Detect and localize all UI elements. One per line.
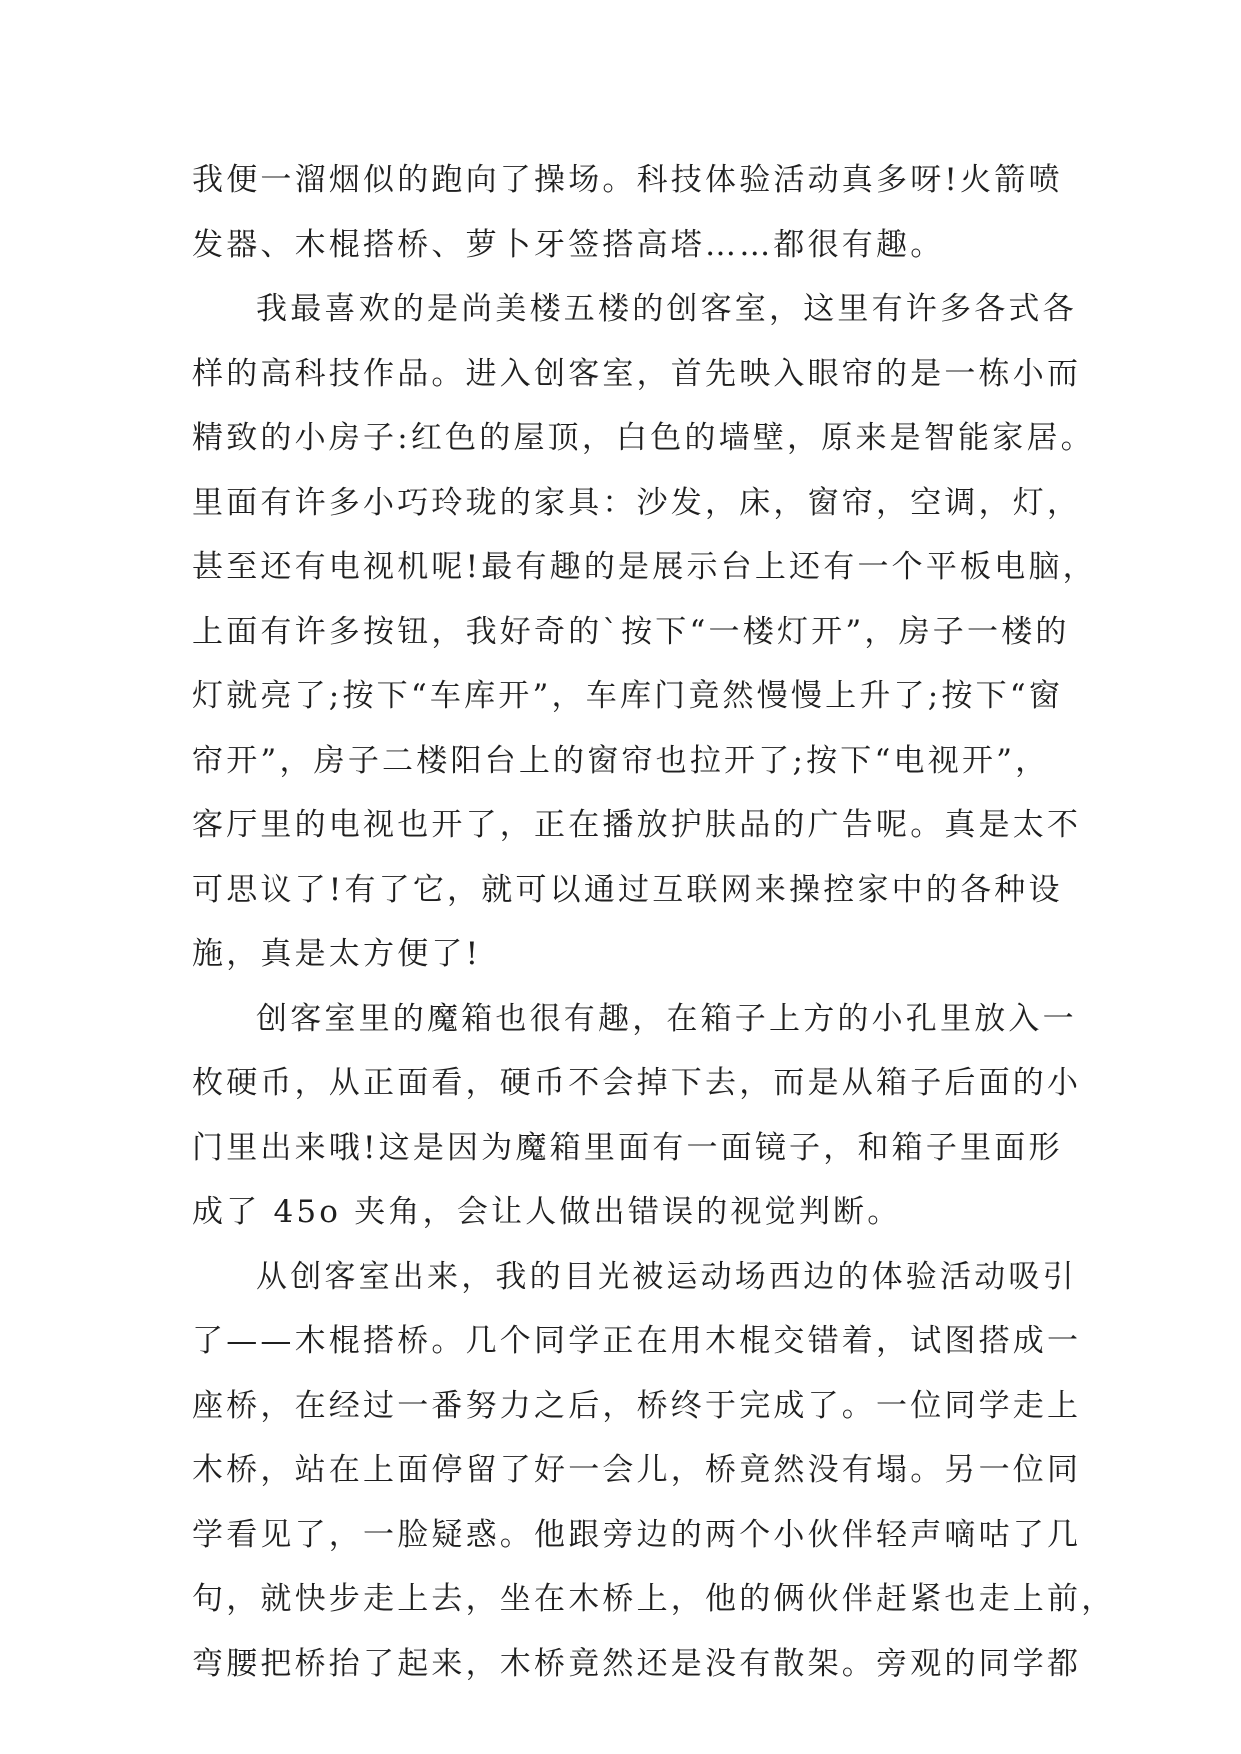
text-line: 甚至还有电视机呢!最有趣的是展示台上还有一个平板电脑， (192, 549, 1097, 585)
text-line: 弯腰把桥抬了起来，木桥竟然还是没有散架。旁观的同学都 (192, 1645, 1082, 1682)
paragraph-start-line: 我最喜欢的是尚美楼五楼的创客室，这里有许多各式各 (256, 291, 1077, 327)
text-line: 上面有许多按钮，我好奇的`按下“一楼灯开”，房子一楼的 (192, 613, 1070, 650)
text-line: 里面有许多小巧玲珑的家具：沙发，床，窗帘，空调，灯， (192, 484, 1082, 521)
text-line: 木桥，站在上面停留了好一会儿，桥竟然没有塌。另一位同 (192, 1452, 1082, 1488)
text-line: 发器、木棍搭桥、萝卜牙签搭高塔……都很有趣。 (192, 226, 945, 263)
text-line: 成了 45o 夹角，会让人做出错误的视觉判断。 (192, 1194, 902, 1230)
text-line: 施，真是太方便了! (192, 936, 482, 972)
text-line: 帘开”，房子二楼阳台上的窗帘也拉开了;按下“电视开”， (192, 742, 1050, 779)
text-line: 可思议了!有了它，就可以通过互联网来操控家中的各种设 (192, 871, 1063, 908)
text-line: 门里出来哦!这是因为魔箱里面有一面镜子，和箱子里面形 (192, 1129, 1063, 1166)
paragraph-start-line: 创客室里的魔箱也很有趣，在箱子上方的小孔里放入一 (256, 1000, 1077, 1037)
text-line: 句，就快步走上去，坐在木桥上，他的俩伙伴赶紧也走上前， (192, 1581, 1116, 1617)
text-line: 枚硬币，从正面看，硬币不会掉下去，而是从箱子后面的小 (192, 1065, 1082, 1101)
text-line: 样的高科技作品。进入创客室，首先映入眼帘的是一栋小而 (192, 355, 1082, 392)
text-line: 学看见了，一脸疑惑。他跟旁边的两个小伙伴轻声嘀咕了几 (192, 1516, 1082, 1553)
text-line: 精致的小房子:红色的屋顶，白色的墙壁，原来是智能家居。 (192, 420, 1095, 456)
text-line: 灯就亮了;按下“车库开”，车库门竟然慢慢上升了;按下“窗 (192, 678, 1064, 714)
text-line: 我便一溜烟似的跑向了操场。科技体验活动真多呀!火箭喷 (192, 162, 1063, 198)
body-text (192, 148, 1116, 1696)
text-line: 了——木棍搭桥。几个同学正在用木棍交错着，试图搭成一 (192, 1323, 1082, 1359)
paragraph-start-line: 从创客室出来，我的目光被运动场西边的体验活动吸引 (256, 1258, 1077, 1295)
text-line: 座桥，在经过一番努力之后，桥终于完成了。一位同学走上 (192, 1387, 1082, 1424)
text-line: 客厅里的电视也开了，正在播放护肤品的广告呢。真是太不 (192, 807, 1082, 843)
